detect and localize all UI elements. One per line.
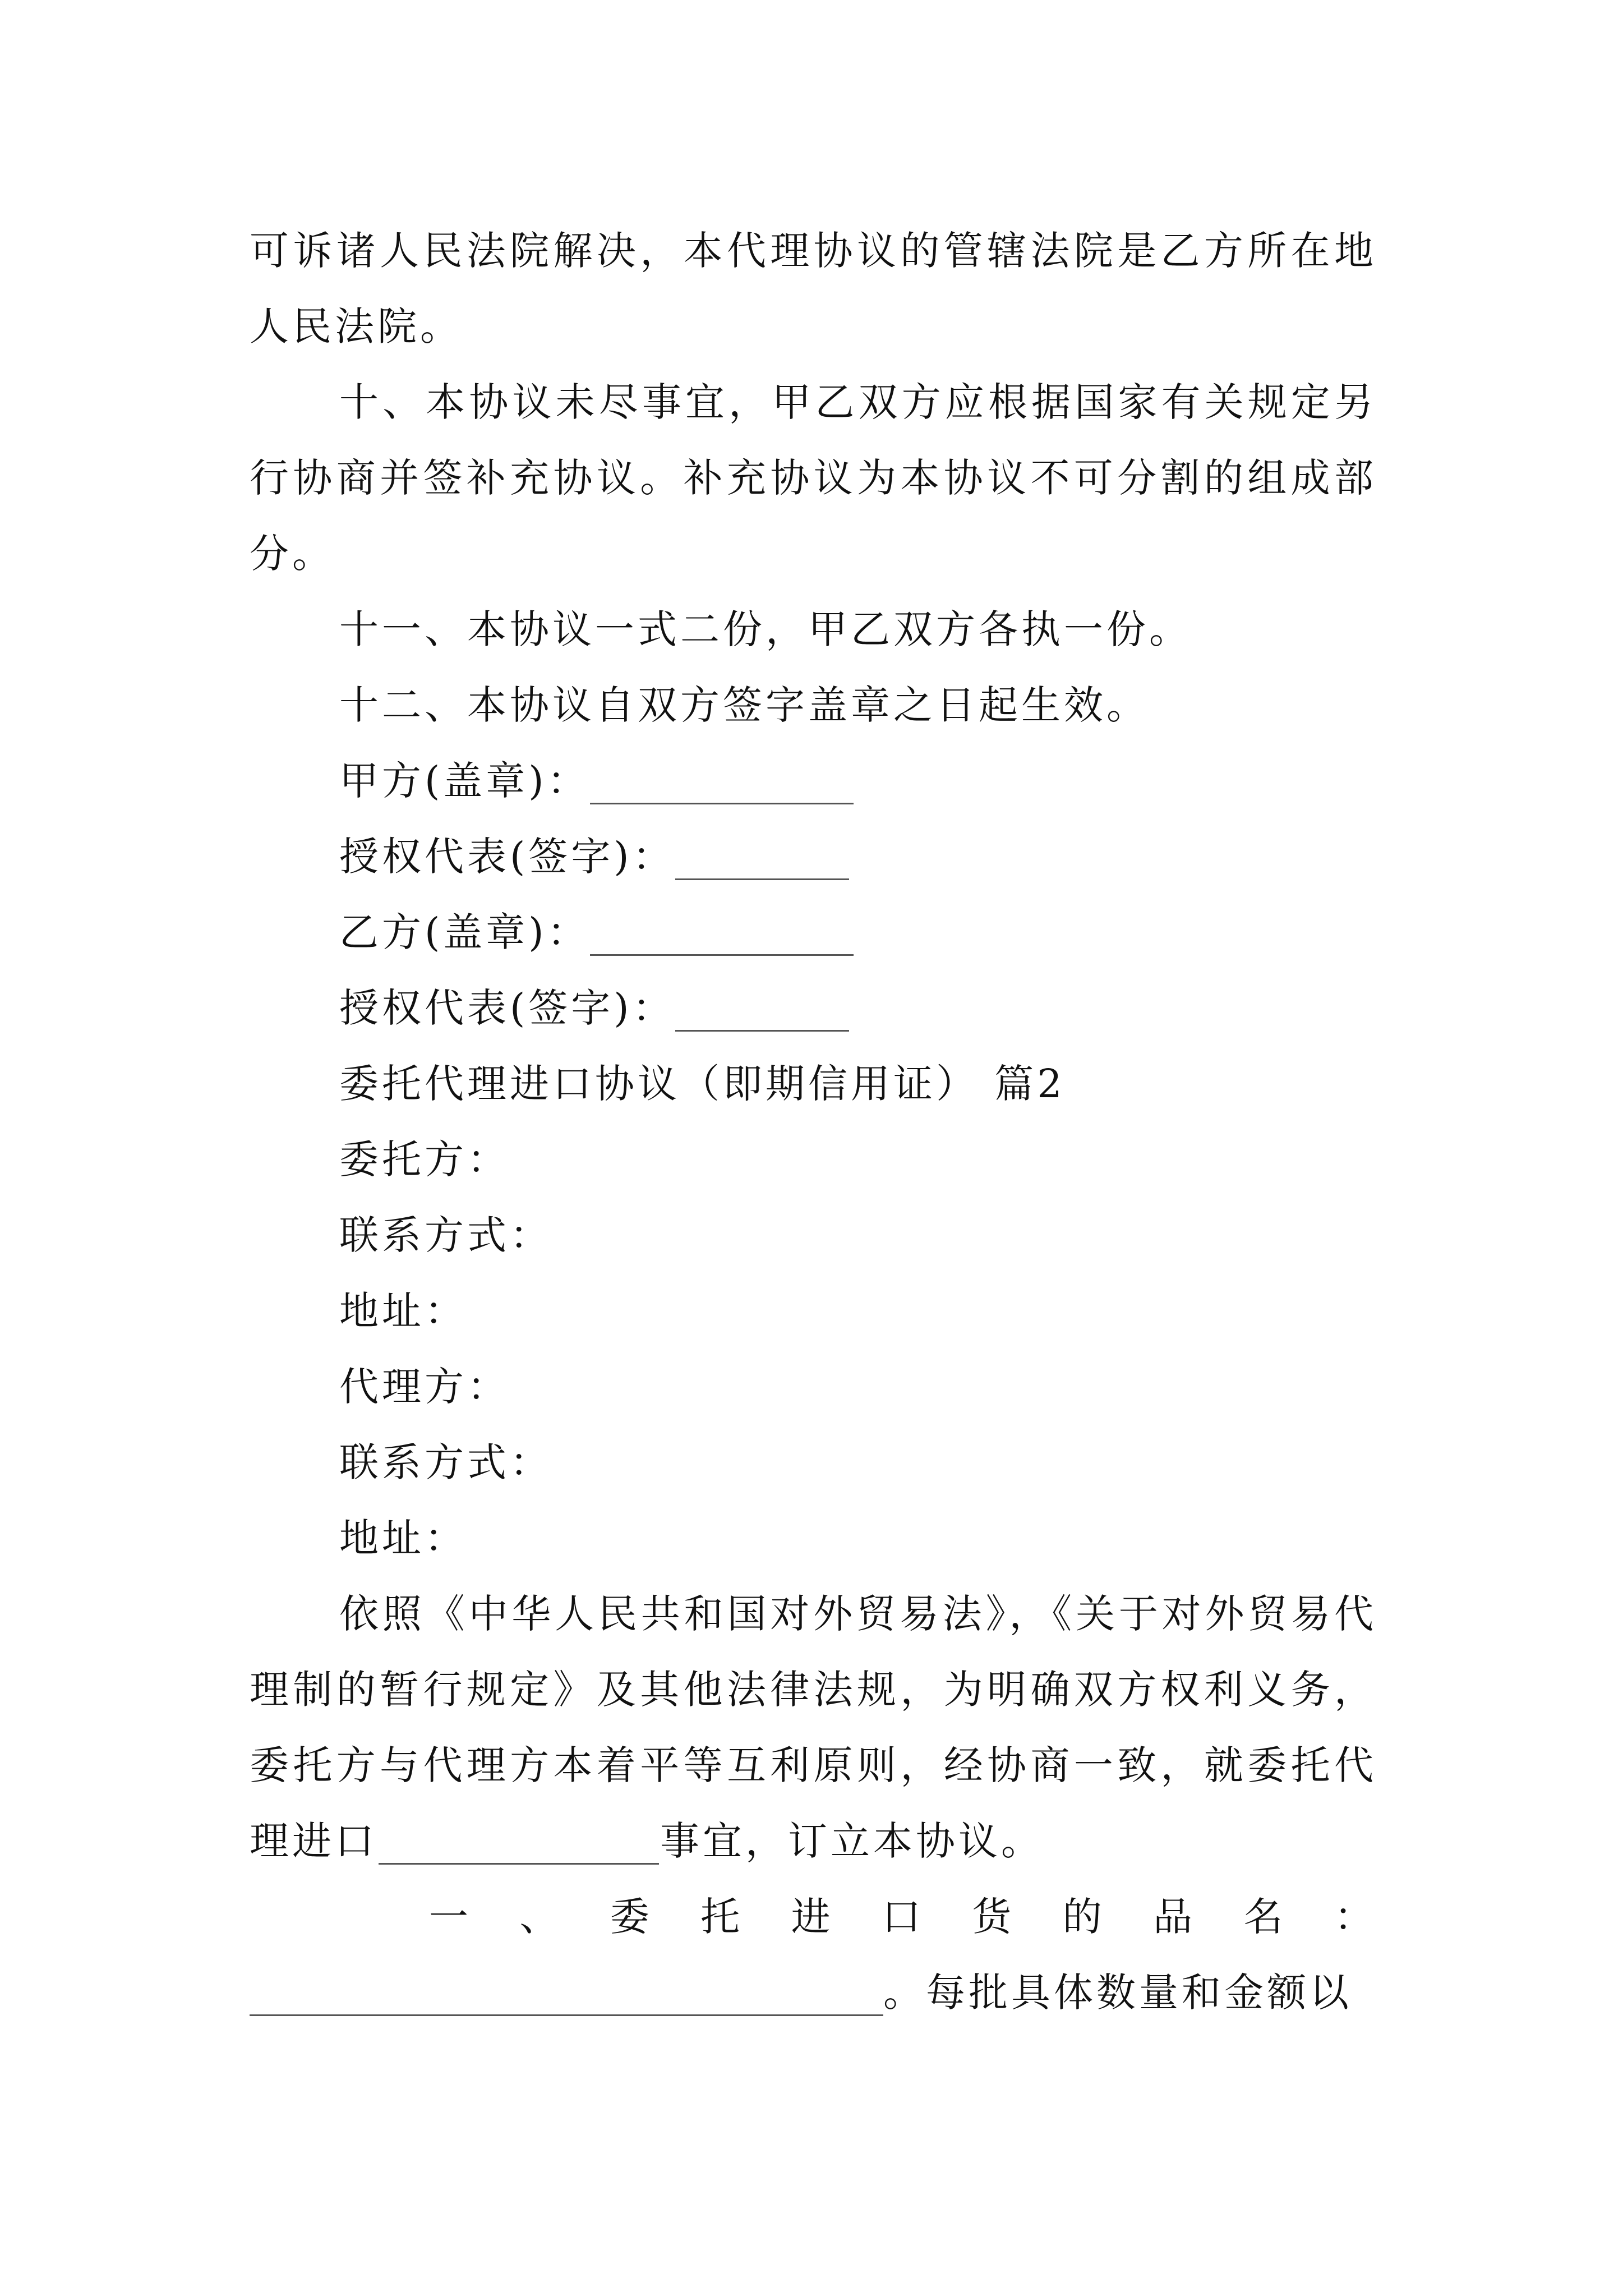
paragraph-introduction	[250, 1576, 1377, 1879]
paragraph-court-jurisdiction: 可诉诸人民法院解决，本代理协议的管辖法院是乙方所在地人民法院。	[250, 228, 1377, 349]
article-1-char: 口	[881, 1894, 924, 1940]
article-1-char: 货	[972, 1894, 1015, 1940]
signature-party-b	[250, 895, 1377, 970]
article-1-tail: 。每批具体数量和金额以	[883, 1970, 1352, 2016]
signature-rep-b-label: 授权代表(签字)：	[339, 985, 675, 1031]
signature-party-a	[250, 743, 1377, 819]
signature-rep-a	[250, 819, 1377, 895]
signature-party-a-label: 甲方(盖章)：	[339, 758, 590, 804]
signature-rep-b	[250, 970, 1377, 1046]
article-1-char: 一	[429, 1894, 472, 1940]
article-1-char: 进	[791, 1894, 834, 1940]
signature-party-b-blank[interactable]	[590, 915, 854, 956]
signature-party-a-blank[interactable]	[590, 763, 854, 804]
document-body	[250, 213, 1377, 2031]
article-1-char: ：	[1334, 1894, 1377, 1940]
signature-rep-a-blank[interactable]	[675, 839, 849, 880]
article-1-char: 委	[610, 1894, 653, 1940]
import-item-blank[interactable]	[379, 1824, 659, 1865]
article-1-char: 名	[1243, 1894, 1287, 1940]
signature-rep-b-blank[interactable]	[675, 991, 849, 1032]
goods-name-blank[interactable]	[250, 1975, 883, 2016]
article-1-char: 的	[1062, 1894, 1105, 1940]
article-1-char: 托	[700, 1894, 744, 1940]
paragraph-article-11: 十一、本协议一式二份，甲乙双方各执一份。	[339, 606, 1192, 652]
introduction-text-end: 事宜，订立本协议。	[660, 1818, 1044, 1864]
principal-address-label: 地址：	[339, 1288, 467, 1334]
section-title: 委托代理进口协议（即期信用证） 篇2	[339, 1061, 1066, 1107]
article-1-heading	[250, 1879, 1377, 1955]
article-1-char: 品	[1153, 1894, 1196, 1940]
principal-label: 委托方：	[339, 1137, 510, 1182]
introduction-text: 依照《中华人民共和国对外贸易法》，《关于对外贸易代理制的暂行规定》及其他法律法规，为明确双方权利义务，委托方与代理方本着平等互利原则，经协商一致，就委托代理进口	[250, 1591, 1377, 1864]
agent-label: 代理方：	[339, 1364, 510, 1410]
paragraph-article-12: 十二、本协议自双方签字盖章之日起生效。	[339, 682, 1149, 728]
article-1-char: 、	[519, 1894, 562, 1940]
principal-contact-label: 联系方式：	[339, 1212, 552, 1258]
signature-party-b-label: 乙方(盖章)：	[339, 909, 590, 955]
article-1-goods-line	[250, 1955, 1377, 2031]
agent-contact-label: 联系方式：	[339, 1439, 552, 1485]
signature-rep-a-label: 授权代表(签字)：	[339, 834, 675, 880]
agent-address-label: 地址：	[339, 1515, 467, 1561]
paragraph-article-10: 十、本协议未尽事宜，甲乙双方应根据国家有关规定另行协商并签补充协议。补充协议为本协议不可分割的组成部分。	[250, 379, 1377, 577]
